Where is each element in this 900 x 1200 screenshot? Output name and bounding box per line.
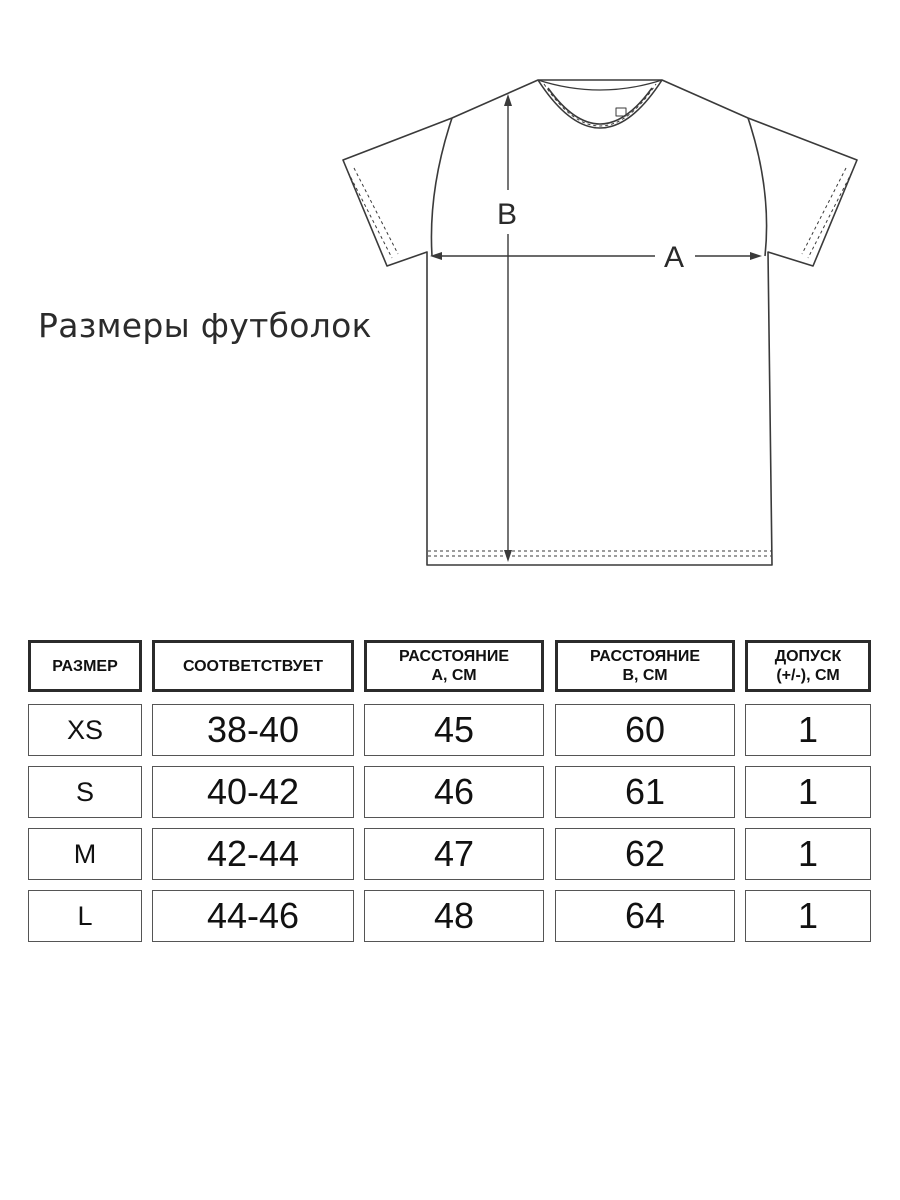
cell-equivalent: 44-46 — [152, 890, 354, 942]
right-armhole-seam — [748, 118, 767, 256]
page-title: Размеры футболок — [38, 306, 372, 345]
cell-size: XS — [28, 704, 142, 756]
cell-equivalent: 40-42 — [152, 766, 354, 818]
cell-size: M — [28, 828, 142, 880]
cell-tolerance: 1 — [745, 766, 871, 818]
cell-tolerance: 1 — [745, 890, 871, 942]
arrow-a-right — [750, 252, 762, 260]
cell-distance-a: 48 — [364, 890, 544, 942]
arrow-b-top — [504, 94, 512, 106]
cell-distance-b: 62 — [555, 828, 735, 880]
cell-distance-b: 60 — [555, 704, 735, 756]
tshirt-outline — [343, 80, 857, 565]
collar-inner — [548, 88, 652, 124]
cell-equivalent: 42-44 — [152, 828, 354, 880]
header-distance-a: РАССТОЯНИЕ А, СМ — [364, 640, 544, 692]
label-b: B — [497, 198, 518, 231]
cell-distance-b: 64 — [555, 890, 735, 942]
header-equivalent: СООТВЕТСТВУЕТ — [152, 640, 354, 692]
neck-label — [616, 108, 626, 116]
cell-tolerance: 1 — [745, 704, 871, 756]
header-size: РАЗМЕР — [28, 640, 142, 692]
label-a: A — [664, 241, 685, 274]
left-armhole-seam — [431, 118, 452, 256]
cell-distance-a: 45 — [364, 704, 544, 756]
cell-size: L — [28, 890, 142, 942]
cell-distance-a: 47 — [364, 828, 544, 880]
collar — [538, 80, 662, 128]
cell-equivalent: 38-40 — [152, 704, 354, 756]
cell-distance-b: 61 — [555, 766, 735, 818]
cell-size: S — [28, 766, 142, 818]
header-distance-b: РАССТОЯНИЕ В, СМ — [555, 640, 735, 692]
arrow-b-bottom — [504, 550, 512, 562]
cell-tolerance: 1 — [745, 828, 871, 880]
cell-distance-a: 46 — [364, 766, 544, 818]
header-tolerance: ДОПУСК (+/-), СМ — [745, 640, 871, 692]
